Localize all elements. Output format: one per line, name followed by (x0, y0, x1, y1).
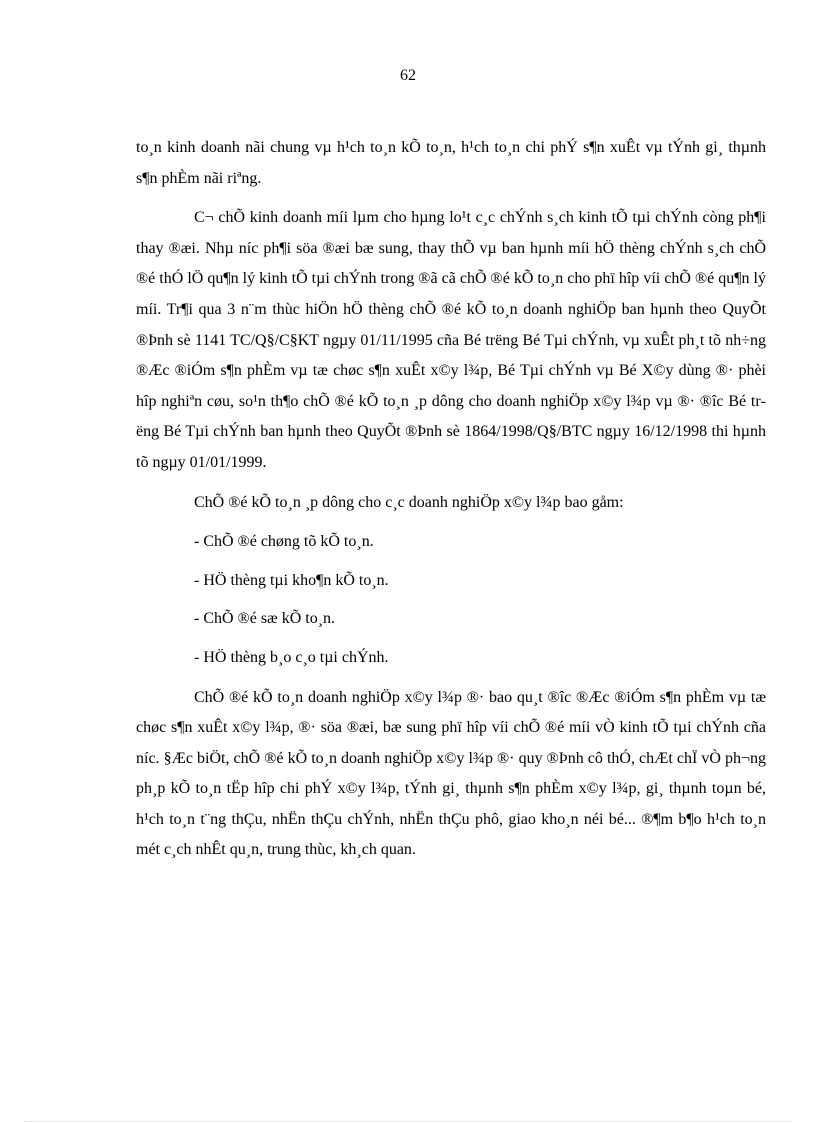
page-number: 62 (400, 67, 416, 84)
document-body (136, 133, 766, 875)
list-item: - ChÕ ®é sæ kÕ to¸n. (194, 610, 336, 628)
list-item: - HÖ thèng tµi kho¶n kÕ to¸n. (194, 571, 389, 589)
list-item: - HÖ thèng b¸o c¸o tµi chÝnh. (194, 648, 389, 666)
paragraph-continuation: to¸n kinh doanh nãi chung vµ h¹ch to¸n kÕ to¸n, h¹ch to¸n chi phÝ s¶n xuÊt vµ tÝnh gi¸ thµnh s¶n phÈm nãi riªng. (136, 139, 766, 187)
page-bottom-divider (24, 1121, 792, 1122)
list-item: - ChÕ ®é chøng tõ kÕ to¸n. (194, 533, 374, 551)
regime-components-list (136, 527, 766, 673)
paragraph-mechanism-change: C¬ chÕ kinh doanh míi lµm cho hµng lo¹t c¸c chÝnh s¸ch kinh tÕ tµi chÝnh còng ph¶i thay ®æi. Nhµ níc ph¶i söa ®æi bæ sung, thay thÕ vµ ban hµnh míi hÖ thèng chÝnh s¸ch chÕ ®é thÓ lÖ qu¶n lý kinh tÕ tµi chÝnh trong ®ã cã chÕ ®é kÕ to¸n cho phï hîp víi chÕ ®é qu¶n lý míi. Tr¶i qua 3 n¨m thùc hiÖn hÖ thèng chÕ ®é kÕ to¸n doanh nghiÖp ban hµnh theo QuyÕt ®Þnh sè 1141 TC/Q§/C§KT ngµy 01/11/1995 cña Bé trëng Bé Tµi chÝnh, vµ xuÊt ph¸t tõ nh÷ng ®Æc ®iÓm s¶n phÈm vµ tæ chøc s¶n xuÊt x©y l¾p, Bé Tµi chÝnh vµ Bé X©y dùng ®· phèi hîp nghiªn cøu, so¹n th¶o chÕ ®é kÕ to¸n ¸p dông cho doanh nghiÖp x©y l¾p vµ ®· ®îc Bé trëng Bé Tµi chÝnh ban hµnh theo QuyÕt ®Þnh sè 1864/1998/Q§/BTC ngµy 16/12/1998 thi hµnh tõ ngµy 01/01/1999. (136, 209, 766, 471)
paragraph-regime-intro: ChÕ ®é kÕ to¸n ¸p dông cho c¸c doanh nghiÖp x©y l¾p bao gåm: (194, 493, 624, 511)
paragraph-closing: ChÕ ®é kÕ to¸n doanh nghiÖp x©y l¾p ®· bao qu¸t ®îc ®Æc ®iÓm s¶n phÈm vµ tæ chøc s¶n xuÊt x©y l¾p, ®· söa ®æi, bæ sung phï hîp víi chÕ ®é míi vÒ kinh tÕ tµi chÝnh cña níc. §Æc biÖt, chÕ ®é kÕ to¸n doanh nghiÖp x©y l¾p ®· quy ®Þnh cô thÓ, chÆt chÏ vÒ ph¬ng ph¸p kÕ to¸n tËp hîp chi phÝ x©y l¾p, tÝnh gi¸ thµnh s¶n phÈm x©y l¾p, gi¸ thµnh toµn bé, h¹ch to¸n t¨ng thÇu, nhËn thÇu chÝnh, nhËn thÇu phô, giao kho¸n néi bé... ®¶m b¶o h¹ch to¸n mét c¸ch nhÊt qu¸n, trung thùc, kh¸ch quan. (136, 688, 766, 859)
